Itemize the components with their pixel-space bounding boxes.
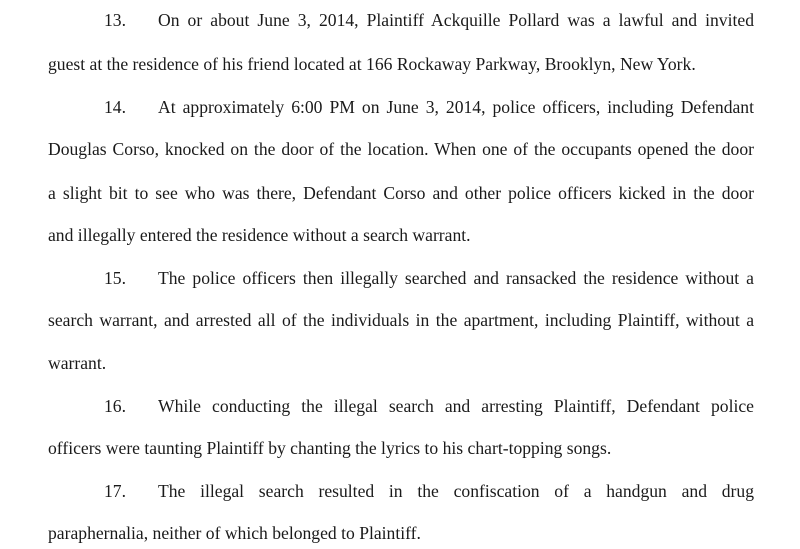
paragraph-15-line-3: warrant.: [48, 353, 107, 373]
paragraph-17-line-1: [104, 479, 754, 503]
paragraph-text: The illegal search resulted in the confiscation of a handgun and drug: [158, 481, 754, 501]
paragraph-13-line-2: guest at the residence of his friend located at 166 Rockaway Parkway, Brooklyn, New York.: [48, 54, 696, 74]
paragraph-13-line-1: [104, 8, 754, 32]
paragraph-14-line-4: and illegally entered the residence without a search warrant.: [48, 225, 471, 245]
paragraph-15-line-1: [104, 266, 754, 290]
paragraph-16-line-2: officers were taunting Plaintiff by chanting the lyrics to his chart-topping songs.: [48, 438, 612, 458]
paragraph-number: 14.: [104, 97, 126, 117]
paragraph-number: 17.: [104, 481, 126, 501]
paragraph-15-line-2: search warrant, and arrested all of the individuals in the apartment, including Plaintiff, without a: [48, 310, 754, 330]
paragraph-14-line-1: [104, 95, 754, 119]
paragraph-14-line-3: a slight bit to see who was there, Defendant Corso and other police officers kicked in the door: [48, 183, 754, 203]
paragraph-number: 16.: [104, 396, 126, 416]
paragraph-17-line-2: paraphernalia, neither of which belonged to Plaintiff.: [48, 523, 421, 543]
paragraph-text: On or about June 3, 2014, Plaintiff Ackquille Pollard was a lawful and invited: [158, 10, 754, 30]
paragraph-text: At approximately 6:00 PM on June 3, 2014, police officers, including Defendant: [158, 97, 754, 117]
paragraph-14-line-2: Douglas Corso, knocked on the door of the location. When one of the occupants opened the door: [48, 139, 754, 159]
paragraph-text: The police officers then illegally searched and ransacked the residence without a: [158, 268, 754, 288]
paragraph-16-line-1: [104, 394, 754, 418]
paragraph-text: While conducting the illegal search and arresting Plaintiff, Defendant police: [158, 396, 754, 416]
paragraph-number: 13.: [104, 10, 126, 30]
paragraph-number: 15.: [104, 268, 126, 288]
